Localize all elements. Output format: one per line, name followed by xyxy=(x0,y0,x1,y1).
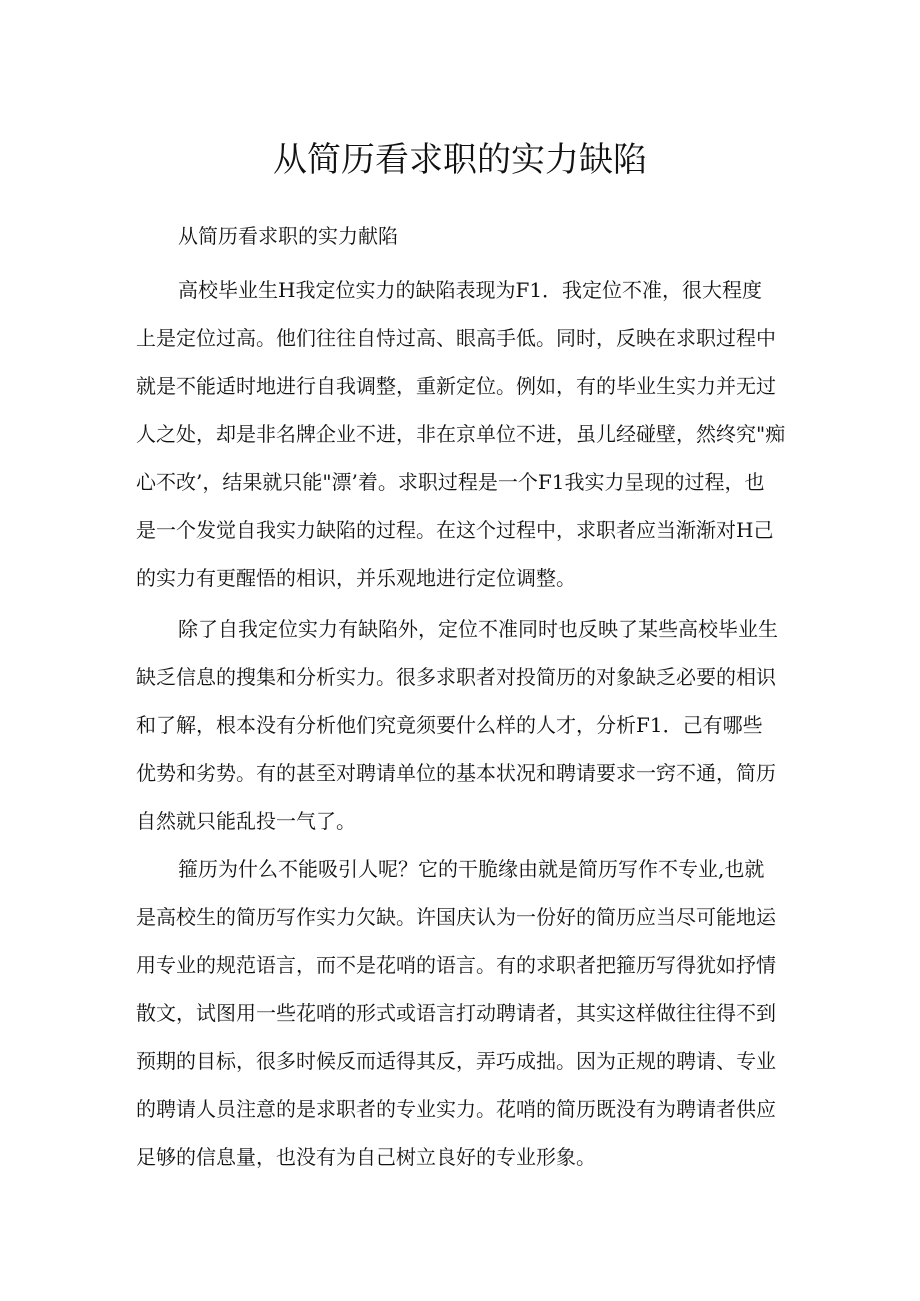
paragraph-line: 的实力有更醒悟的相识，并乐观地进行定位调整。 xyxy=(136,566,576,590)
paragraph-line: 自然就只能乱投一气了。 xyxy=(136,809,356,833)
paragraph-line: 用专业的规范语言，而不是花哨的语言。有的求职者把箍历写得犹如抒情 xyxy=(136,953,776,977)
paragraph-line: 心不改’，结果就只能"漂’着。求职过程是一个F1我实力呈现的过程，也 xyxy=(136,470,765,494)
paragraph-line: 足够的信息量，也没有为自己树立良好的专业形象。 xyxy=(136,1145,596,1169)
paragraph-line: 高校毕业生H我定位实力的缺陷表现为F1．我定位不准，很大程度 xyxy=(178,278,763,302)
paragraph-3 xyxy=(136,845,796,1181)
paragraph-line: 是高校生的简历写作实力欠缺。许国庆认为一份好的简历应当尽可能地运 xyxy=(136,905,776,929)
paragraph-1 xyxy=(136,266,796,602)
paragraph-line: 的聘请人员注意的是求职者的专业实力。花哨的简历既没有为聘请者供应 xyxy=(136,1097,776,1121)
paragraph-line: 和了解，根本没有分析他们究竟须要什么样的人才，分析F1．己有哪些 xyxy=(136,713,763,737)
paragraph-line: 缺乏信息的搜集和分析实力。很多求职者对投简历的对象缺乏必要的相识 xyxy=(136,665,776,689)
document-subtitle: 从简历看求职的实力献陷 xyxy=(178,224,398,248)
paragraph-line: 除了自我定位实力有缺陷外，定位不准同时也反映了某些高校毕业生 xyxy=(178,617,778,641)
paragraph-line: 优势和劣势。有的甚至对聘请单位的基本状况和聘请要求一窍不通，简历 xyxy=(136,761,776,785)
paragraph-line: 箍历为什么不能吸引人呢？它的干脆缘由就是简历写作不专业,也就 xyxy=(178,857,765,881)
paragraph-line: 人之处，却是非名牌企业不进，非在京单位不进，虽儿经碰壁，然终究"痴 xyxy=(136,422,786,446)
paragraph-line: 散文，试图用一些花哨的形式或语言打动聘请者，其实这样做往往得不到 xyxy=(136,1001,776,1025)
paragraph-line: 就是不能适时地进行自我调整，重新定位。例如，有的毕业生实力并无过 xyxy=(136,374,776,398)
paragraph-2 xyxy=(136,605,796,845)
paragraph-line: 上是定位过高。他们往往自恃过高、眼高手低。同时，反映在求职过程中 xyxy=(136,326,776,350)
paragraph-line: 是一个发觉自我实力缺陷的过程。在这个过程中，求职者应当渐渐对H己 xyxy=(136,518,774,542)
paragraph-line: 预期的目标，很多时候反而适得其反，弄巧成拙。因为正规的聘请、专业 xyxy=(136,1049,776,1073)
document-title: 从简历看求职的实力缺陷 xyxy=(273,140,647,180)
